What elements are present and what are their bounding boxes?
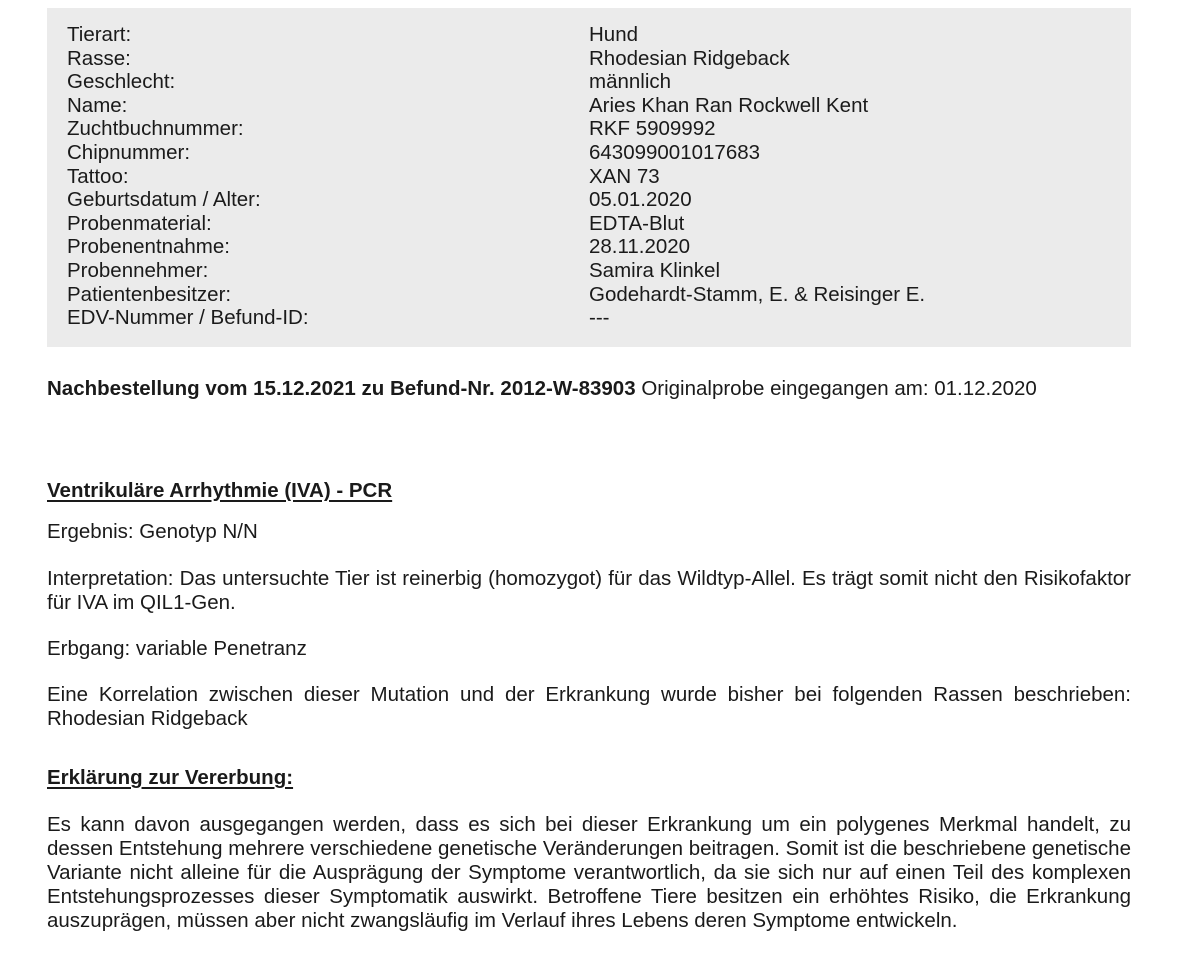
- info-label: Patientenbesitzer:: [67, 282, 232, 306]
- info-value: 28.11.2020: [589, 235, 691, 259]
- info-value: Samira Klinkel: [589, 258, 721, 282]
- test-interpretation: Interpretation: Das untersuchte Tier ist reinerbig (homozygot) für das Wildtyp-Allel. Es trägt somit nicht den Risikofaktor für IVA im QIL1-Gen.: [47, 567, 1131, 614]
- info-label: Chipnummer:: [67, 140, 191, 164]
- info-value: ---: [589, 306, 610, 330]
- info-row-edv-number: [67, 306, 1131, 330]
- info-value: Aries Khan Ran Rockwell Kent: [589, 93, 869, 117]
- test-inheritance: Erbgang: variable Penetranz: [47, 637, 307, 660]
- info-label: Tattoo:: [67, 164, 129, 188]
- info-row-breed: [67, 47, 1131, 71]
- info-label: Geschlecht:: [67, 70, 176, 94]
- info-row-tattoo: [67, 165, 1131, 189]
- animal-info-box: [47, 8, 1131, 347]
- reorder-paragraph: [47, 377, 1131, 401]
- info-label: Name:: [67, 93, 128, 117]
- info-value: Hund: [589, 23, 639, 46]
- test-correlation: Eine Korrelation zwischen dieser Mutation und der Erkrankung wurde bisher bei folgenden Rassen beschrieben: Rhodesian Ridgeback: [47, 683, 1131, 730]
- info-row-birthdate: [67, 188, 1131, 212]
- info-value: RKF 5909992: [589, 117, 716, 141]
- info-row-species: [67, 23, 1131, 47]
- info-row-chip-number: [67, 141, 1131, 165]
- info-row-studbook-number: [67, 117, 1131, 141]
- original-sample-received: Originalprobe eingegangen am: 01.12.2020: [635, 377, 1037, 400]
- info-label: Probennehmer:: [67, 258, 209, 282]
- explanation-title: Erklärung zur Vererbung:: [47, 766, 294, 789]
- info-row-sample-date: [67, 235, 1131, 259]
- info-value: 05.01.2020: [589, 188, 692, 212]
- info-row-sample-material: [67, 212, 1131, 236]
- info-value: 643099001017683: [589, 140, 761, 164]
- info-label: Tierart:: [67, 23, 132, 46]
- explanation-text: Es kann davon ausgegangen werden, dass es sich bei dieser Erkrankung um ein polygenes Merkmal handelt, zu dessen Entstehung mehrere verschiedene genetische Veränderungen beitragen. Somit ist die beschriebene genetische Variante nicht alleine für die Ausprägung der Symptome verantwortlich, da sie sich nur auf einen Teil des komplexen Entstehungsprozesses dieser Symptomatik auswirkt. Betroffene Tiere besitzen ein erhöhtes Risiko, die Erkrankung auszuprägen, müssen aber nicht zwangsläufig im Verlauf ihres Lebens deren Symptome entwickeln.: [47, 813, 1131, 932]
- info-row-sample-taker: [67, 259, 1131, 283]
- info-label: EDV-Nummer / Befund-ID:: [67, 306, 309, 330]
- info-value: XAN 73: [589, 164, 660, 188]
- info-label: Geburtsdatum / Alter:: [67, 188, 261, 212]
- info-label: Rasse:: [67, 46, 131, 70]
- info-row-name: [67, 94, 1131, 118]
- info-label: Zuchtbuchnummer:: [67, 117, 244, 141]
- info-value: EDTA-Blut: [589, 211, 685, 235]
- info-row-sex: [67, 70, 1131, 94]
- test-result: Ergebnis: Genotyp N/N: [47, 520, 258, 543]
- info-value: Rhodesian Ridgeback: [589, 46, 790, 70]
- info-label: Probenmaterial:: [67, 211, 212, 235]
- info-label: Probenentnahme:: [67, 235, 230, 259]
- info-row-owner: [67, 283, 1131, 307]
- test-title: Ventrikuläre Arrhythmie (IVA) - PCR: [47, 479, 393, 502]
- reorder-reference: Nachbestellung vom 15.12.2021 zu Befund-Nr. 2012-W-83903: [47, 377, 636, 400]
- info-value: männlich: [589, 70, 672, 94]
- info-value: Godehardt-Stamm, E. & Reisinger E.: [589, 282, 926, 306]
